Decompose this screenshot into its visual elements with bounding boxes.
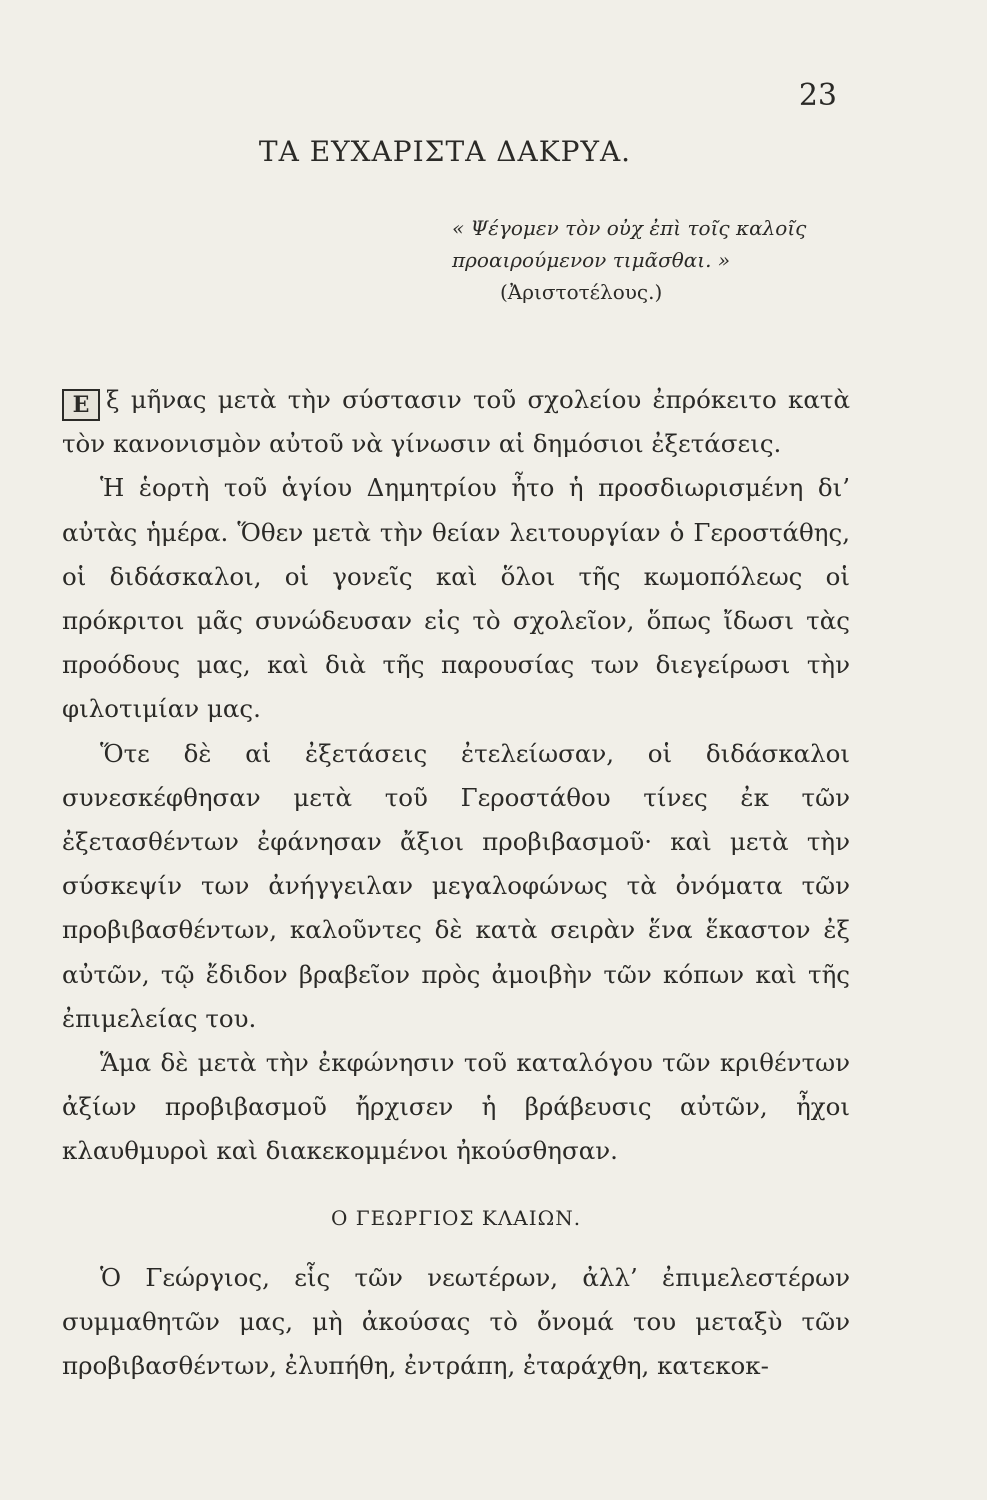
chapter-title: ΤΑ ΕΥΧΑΡΙΣΤΑ ΔΑΚΡΥΑ.: [258, 135, 632, 168]
body-text: [62, 378, 850, 1388]
epigraph-line: « Ψέγομεν τὸν οὐχ ἐπὶ τοῖς καλοῖς: [452, 216, 807, 240]
page-number: 23: [798, 78, 837, 113]
epigraph-attribution: (Ἀριστοτέλους.): [500, 280, 663, 304]
paragraph: Ἡ ἑορτὴ τοῦ ἁγίου Δημητρίου ἦτο ἡ προσδιωρισμένη δι’ αὐτὰς ἡμέρα. Ὅθεν μετὰ τὴν θείαν λειτουργίαν ὁ Γεροστάθης, οἱ διδάσκαλοι, οἱ γονεῖς καὶ ὅλοι τῆς κωμοπόλεως οἱ πρόκριτοι μᾶς συνώδευσαν εἰς τὸ σχολεῖον, ὅπως ἴδωσι τὰς προόδους μας, καὶ διὰ τῆς παρουσίας των διεγείρωσι τὴν φιλοτιμίαν μας.: [62, 473, 850, 724]
paragraph: Ἅμα δὲ μετὰ τὴν ἐκφώνησιν τοῦ καταλόγου τῶν κριθέντων ἀξίων προβιβασμοῦ ἤρχισεν ἡ βράβευσις αὐτῶν, ἦχοι κλαυθμυροὶ καὶ διακεκομμένοι ἠκούσθησαν.: [62, 1048, 850, 1166]
section-title: Ο ΓΕΩΡΓΙΟΣ ΚΛΑΙΩΝ.: [330, 1205, 582, 1230]
paragraph: Ὁ Γεώργιος, εἷς τῶν νεωτέρων, ἀλλ’ ἐπιμελεστέρων συμμαθητῶν μας, μὴ ἀκούσας τὸ ὄνομά του μεταξὺ τῶν προβιβασθέντων, ἐλυπήθη, ἐντράπη, ἐταράχθη, κατεκοκ-: [62, 1262, 850, 1381]
paragraph: [62, 378, 850, 466]
decorative-initial: Ε: [62, 389, 100, 421]
epigraph-line: προαιρούμενον τιμᾶσθαι. »: [452, 248, 731, 272]
epigraph: [452, 212, 852, 308]
paragraph: Ὅτε δὲ αἱ ἐξετάσεις ἐτελείωσαν, οἱ διδάσκαλοι συνεσκέφθησαν μετὰ τοῦ Γεροστάθου τίνες ἐκ τῶν ἐξετασθέντων ἐφάνησαν ἄξιοι προβιβασμοῦ· καὶ μετὰ τὴν σύσκεψίν των ἀνήγγειλαν μεγαλοφώνως τὰ ὀνόματα τῶν προβιβασθέντων, καλοῦντες δὲ κατὰ σειρὰν ἕνα ἕκαστον ἐξ αὐτῶν, τῷ ἔδιδον βραβεῖον πρὸς ἀμοιβὴν τῶν κόπων καὶ τῆς ἐπιμελείας του.: [62, 738, 850, 1033]
paragraph-text: ξ μῆνας μετὰ τὴν σύστασιν τοῦ σχολείου ἐπρόκειτο κατὰ τὸν κανονισμὸν αὐτοῦ νὰ γίνωσιν αἱ δημόσιοι ἐξετάσεις.: [62, 385, 850, 459]
